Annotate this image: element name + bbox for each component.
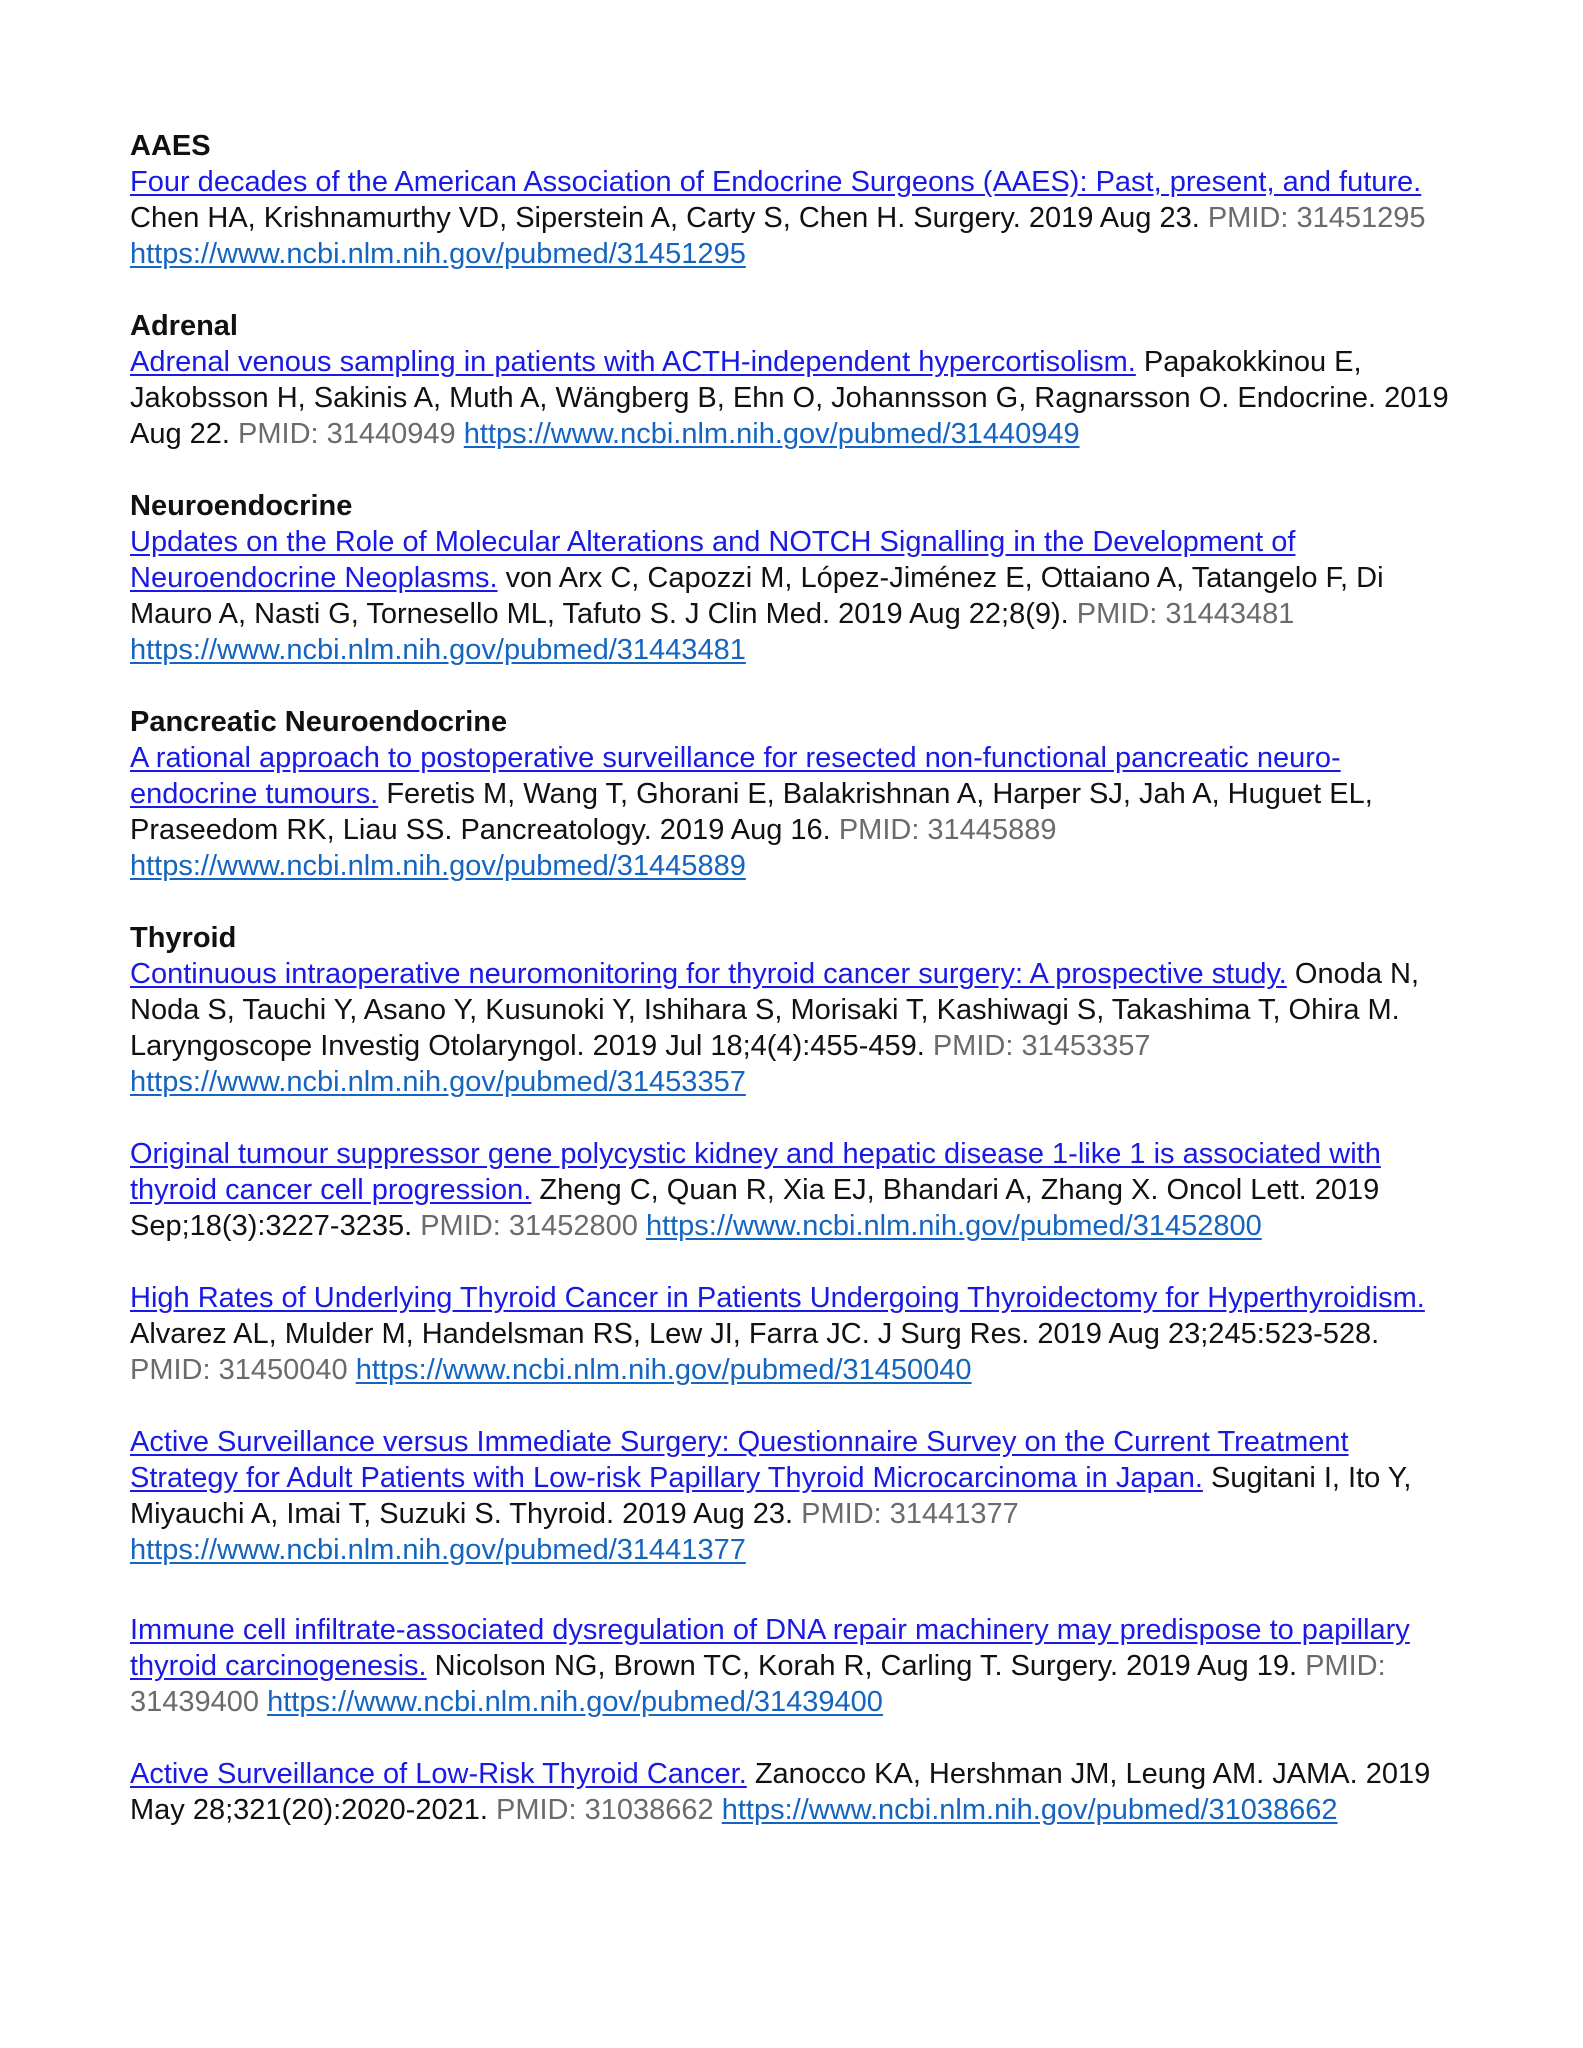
pmid-label: PMID: 31038662 bbox=[495, 1794, 714, 1826]
citation-text: Zanocco KA, Hershman JM, Leung AM. JAMA. 2019 May 28;321(20):2020-2021. bbox=[130, 1758, 1431, 1826]
article-title-link[interactable]: Immune cell infiltrate-associated dysregulation of DNA repair machinery may predispose to papillary thyroid carcinogenesis. bbox=[130, 1614, 1410, 1682]
reference-entry bbox=[130, 344, 1460, 452]
section-neuroendocrine bbox=[130, 488, 1460, 668]
pmid-label: PMID: 31441377 bbox=[801, 1498, 1019, 1530]
citation-text: Papakokkinou E, Jakobsson H, Sakinis A, Muth A, Wängberg B, Ehn O, Johannsson G, Ragnarsson O. Endocrine. 2019 Aug 22. bbox=[130, 346, 1449, 450]
reference-entry bbox=[130, 1424, 1460, 1568]
pubmed-url-link[interactable]: https://www.ncbi.nlm.nih.gov/pubmed/31038662 bbox=[721, 1794, 1338, 1826]
section-heading: Pancreatic Neuroendocrine bbox=[130, 706, 508, 738]
section-heading: Thyroid bbox=[130, 922, 237, 954]
pubmed-url-link[interactable]: https://www.ncbi.nlm.nih.gov/pubmed/31440949 bbox=[463, 418, 1080, 450]
article-title-link[interactable]: A rational approach to postoperative surveillance for resected non-functional pancreatic neuro-endocrine tumours. bbox=[130, 742, 1341, 810]
reference-entry bbox=[130, 956, 1460, 1100]
pubmed-url-link[interactable]: https://www.ncbi.nlm.nih.gov/pubmed/31443481 bbox=[130, 634, 746, 666]
article-title-link[interactable]: Adrenal venous sampling in patients with ACTH-independent hypercortisolism. bbox=[130, 346, 1136, 378]
reference-entry bbox=[130, 1756, 1460, 1828]
section-heading: Adrenal bbox=[130, 310, 238, 342]
pmid-label: PMID: 31451295 bbox=[1207, 202, 1426, 234]
section-pancreatic-neuroendocrine bbox=[130, 704, 1460, 884]
pubmed-url-link[interactable]: https://www.ncbi.nlm.nih.gov/pubmed/31441377 bbox=[130, 1534, 746, 1566]
pubmed-url-link[interactable]: https://www.ncbi.nlm.nih.gov/pubmed/31452800 bbox=[645, 1210, 1262, 1242]
citation-text: Feretis M, Wang T, Ghorani E, Balakrishnan A, Harper SJ, Jah A, Huguet EL, Praseedom RK, Liau SS. Pancreatology. 2019 Aug 16. bbox=[130, 778, 1373, 846]
reference-entry bbox=[130, 740, 1460, 884]
pmid-label: PMID: 31450040 bbox=[130, 1354, 348, 1386]
citation-text: Chen HA, Krishnamurthy VD, Siperstein A, Carty S, Chen H. Surgery. 2019 Aug 23. bbox=[130, 202, 1200, 234]
citation-text: Onoda N, Noda S, Tauchi Y, Asano Y, Kusunoki Y, Ishihara S, Morisaki T, Kashiwagi S, Takashima T, Ohira M. Laryngoscope Investig Otolaryngol. 2019 Jul 18;4(4):455-459. bbox=[130, 958, 1420, 1062]
reference-entry bbox=[130, 524, 1460, 668]
pmid-label: PMID: 31443481 bbox=[1076, 598, 1295, 630]
section-heading: AAES bbox=[130, 130, 211, 162]
article-title-link[interactable]: Four decades of the American Association of Endocrine Surgeons (AAES): Past, present, and future. bbox=[130, 166, 1422, 198]
citation-text: Alvarez AL, Mulder M, Handelsman RS, Lew JI, Farra JC. J Surg Res. 2019 Aug 23;245:523-528. bbox=[130, 1318, 1380, 1350]
citation-text: Zheng C, Quan R, Xia EJ, Bhandari A, Zhang X. Oncol Lett. 2019 Sep;18(3):3227-3235. bbox=[130, 1174, 1380, 1242]
pubmed-url-link[interactable]: https://www.ncbi.nlm.nih.gov/pubmed/31453357 bbox=[130, 1066, 746, 1098]
article-title-link[interactable]: Active Surveillance versus Immediate Surgery: Questionnaire Survey on the Current Treatment Strategy for Adult Patients with Low-risk Papillary Thyroid Microcarcinoma in Japan. bbox=[130, 1426, 1349, 1494]
section-heading: Neuroendocrine bbox=[130, 490, 353, 522]
pmid-label: PMID: 31440949 bbox=[238, 418, 456, 450]
citation-text: Sugitani I, Ito Y, Miyauchi A, Imai T, Suzuki S. Thyroid. 2019 Aug 23. bbox=[130, 1462, 1412, 1530]
reference-list bbox=[130, 128, 1460, 1864]
section-thyroid bbox=[130, 920, 1460, 1828]
article-title-link[interactable]: Active Surveillance of Low-Risk Thyroid Cancer. bbox=[130, 1758, 747, 1790]
article-title-link[interactable]: Continuous intraoperative neuromonitoring for thyroid cancer surgery: A prospective study. bbox=[130, 958, 1287, 990]
reference-entry bbox=[130, 1136, 1460, 1244]
citation-text: Nicolson NG, Brown TC, Korah R, Carling T. Surgery. 2019 Aug 19. bbox=[434, 1650, 1298, 1682]
pmid-label: PMID: 31453357 bbox=[932, 1030, 1151, 1062]
pmid-label: PMID: 31439400 bbox=[130, 1650, 1386, 1718]
reference-entry bbox=[130, 1280, 1460, 1388]
reference-entry bbox=[130, 1612, 1460, 1720]
pubmed-url-link[interactable]: https://www.ncbi.nlm.nih.gov/pubmed/31450040 bbox=[355, 1354, 972, 1386]
pmid-label: PMID: 31452800 bbox=[420, 1210, 638, 1242]
article-title-link[interactable]: High Rates of Underlying Thyroid Cancer in Patients Undergoing Thyroidectomy for Hyperthyroidism. bbox=[130, 1282, 1425, 1314]
section-aaes bbox=[130, 128, 1460, 272]
pubmed-url-link[interactable]: https://www.ncbi.nlm.nih.gov/pubmed/31451295 bbox=[130, 238, 746, 270]
section-adrenal bbox=[130, 308, 1460, 452]
article-title-link[interactable]: Original tumour suppressor gene polycystic kidney and hepatic disease 1-like 1 is associated with thyroid cancer cell progression. bbox=[130, 1138, 1381, 1206]
pmid-label: PMID: 31445889 bbox=[838, 814, 1057, 846]
reference-entry bbox=[130, 164, 1460, 272]
pubmed-url-link[interactable]: https://www.ncbi.nlm.nih.gov/pubmed/31439400 bbox=[267, 1686, 883, 1718]
citation-text: von Arx C, Capozzi M, López-Jiménez E, Ottaiano A, Tatangelo F, Di Mauro A, Nasti G, Tornesello ML, Tafuto S. J Clin Med. 2019 Aug 22;8(9). bbox=[130, 562, 1384, 630]
pubmed-url-link[interactable]: https://www.ncbi.nlm.nih.gov/pubmed/31445889 bbox=[130, 850, 746, 882]
article-title-link[interactable]: Updates on the Role of Molecular Alterations and NOTCH Signalling in the Development of Neuroendocrine Neoplasms. bbox=[130, 526, 1296, 594]
